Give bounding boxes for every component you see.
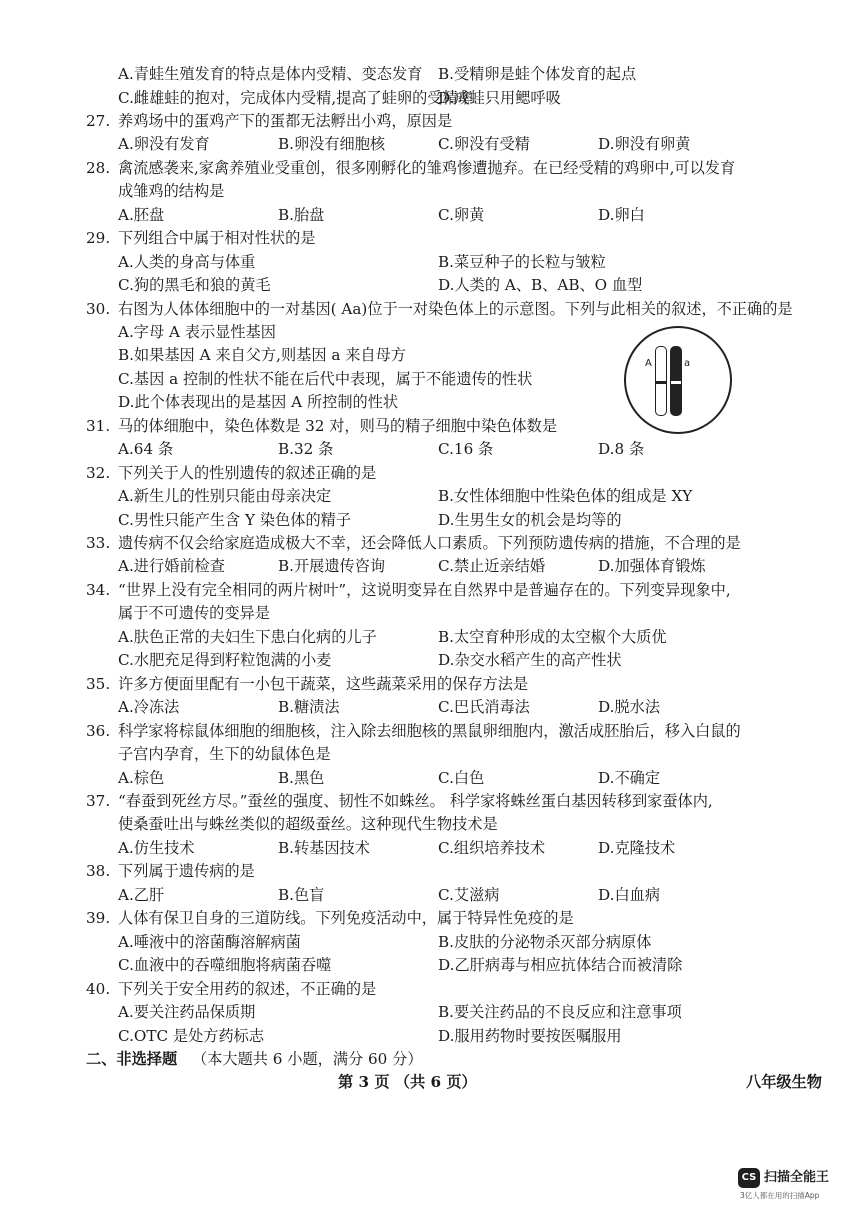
question-38-options xyxy=(0,883,860,907)
question-number: 37. xyxy=(86,792,111,810)
question-29-option: B.菜豆种子的长粒与皱粒 xyxy=(438,252,606,271)
question-36-options xyxy=(0,766,860,790)
question-33-option: C.禁止近亲结婚 xyxy=(438,557,546,576)
question-29-option: C.狗的黑毛和狼的黄毛 xyxy=(118,276,271,294)
question-38-option: A.乙肝 xyxy=(118,885,165,904)
question-text: 科学家将棕鼠体细胞的细胞核，注入除去细胞核的黑鼠卵细胞内，激活成胚胎后，移入白鼠的 xyxy=(118,721,741,740)
question-30-option-row xyxy=(0,343,860,367)
question-38-option: B.色盲 xyxy=(278,885,325,904)
question-26-option: B.受精卵是蛙个体发育的起点 xyxy=(438,65,637,83)
question-36-option: A.棕色 xyxy=(118,768,165,787)
question-32-stem xyxy=(0,461,860,485)
question-26-option: D.成蛙只用鳃呼吸 xyxy=(438,88,561,107)
question-39-options xyxy=(0,930,860,954)
question-40-option: A.要关注药品保质期 xyxy=(118,1003,256,1021)
question-27-option: B.卵没有细胞核 xyxy=(278,135,386,154)
question-28-option: B.胎盘 xyxy=(278,205,325,224)
question-32-option: A.新生儿的性别只能由母亲决定 xyxy=(118,487,332,506)
question-28-stem xyxy=(0,179,860,203)
question-39-option: D.乙肝病毒与相应抗体结合而被清除 xyxy=(438,956,683,975)
question-36-stem xyxy=(0,719,860,743)
question-text: 马的体细胞中，染色体数是 32 对，则马的精子细胞中染色体数是 xyxy=(118,416,558,435)
chromosome-right xyxy=(670,346,682,416)
question-text: 成雏鸡的结构是 xyxy=(118,182,225,201)
page-number: 第 3 页 （共 6 页） xyxy=(338,1073,477,1092)
question-40-option: D.服用药物时要按医嘱服用 xyxy=(438,1026,622,1045)
question-text: “春蚕到死丝方尽。”蚕丝的强度、韧性不如蛛丝。 科学家将蛛丝蛋白基因转移到家蚕体内, xyxy=(118,792,713,810)
question-text: 使桑蚕吐出与蛛丝类似的超级蚕丝。这种现代生物技术是 xyxy=(118,815,498,834)
question-39-option: A.唾液中的溶菌酶溶解病菌 xyxy=(118,932,301,951)
question-number: 38. xyxy=(86,862,111,881)
question-32-option: D.生男生女的机会是均等的 xyxy=(438,510,622,529)
question-32-option: B.女性体细胞中性染色体的组成是 XY xyxy=(438,487,693,506)
question-33-stem xyxy=(0,531,860,555)
question-number: 30. xyxy=(86,299,111,318)
question-27-stem xyxy=(0,109,860,133)
question-31-options xyxy=(0,437,860,461)
question-text: 下列关于人的性别遗传的叙述正确的是 xyxy=(118,463,377,482)
question-29-options xyxy=(0,250,860,274)
question-number: 28. xyxy=(86,158,111,177)
question-31-option: B.32 条 xyxy=(278,440,334,459)
scanner-watermark xyxy=(738,1166,838,1208)
question-35-option: C.巴氏消毒法 xyxy=(438,698,530,717)
question-number: 31. xyxy=(86,416,111,435)
question-35-stem xyxy=(0,672,860,696)
question-40-options xyxy=(0,1000,860,1024)
question-38-stem xyxy=(0,859,860,883)
question-text: 禽流感袭来,家禽养殖业受重创，很多刚孵化的雏鸡惨遭抛弃。在已经受精的鸡卵中,可以发育 xyxy=(118,158,736,177)
section-description: （本大题共 6 小题，满分 60 分） xyxy=(192,1049,423,1068)
question-29-options xyxy=(0,273,860,297)
question-30-option: A.字母 A 表示显性基因 xyxy=(118,322,276,341)
question-number: 36. xyxy=(86,721,111,740)
question-35-option: D.脱水法 xyxy=(598,698,661,717)
question-26-option: A.青蛙生殖发育的特点是体内受精、变态发育 xyxy=(118,65,423,83)
question-37-options xyxy=(0,836,860,860)
section-2-heading xyxy=(0,1047,860,1071)
subject-label: 八年级生物 xyxy=(746,1073,822,1092)
question-34-option: C.水肥充足得到籽粒饱满的小麦 xyxy=(118,651,332,670)
question-text: 养鸡场中的蛋鸡产下的蛋都无法孵出小鸡，原因是 xyxy=(118,111,453,130)
question-29-option: D.人类的 A、B、AB、O 血型 xyxy=(438,276,643,294)
question-33-option: B.开展遗传咨询 xyxy=(278,557,386,576)
question-32-option: C.男性只能产生含 Y 染色体的精子 xyxy=(118,510,352,529)
question-number: 34. xyxy=(86,580,111,599)
question-35-option: B.糖渍法 xyxy=(278,698,340,717)
question-36-option: C.白色 xyxy=(438,768,485,787)
question-31-option: A.64 条 xyxy=(118,440,174,459)
question-27-option: C.卵没有受精 xyxy=(438,135,530,154)
question-35-option: A.冷冻法 xyxy=(118,698,180,717)
question-27-options xyxy=(0,132,860,156)
question-29-stem xyxy=(0,226,860,250)
question-39-option: B.皮肤的分泌物杀灭部分病原体 xyxy=(438,932,652,951)
question-28-options xyxy=(0,203,860,227)
question-text: 下列关于安全用药的叙述，不正确的是 xyxy=(118,979,377,998)
section-heading: 二、非选择题 xyxy=(86,1049,178,1068)
question-28-option: D.卵白 xyxy=(598,205,645,224)
question-34-option: B.太空育种形成的太空椒个大质优 xyxy=(438,627,667,646)
question-31-stem xyxy=(0,414,860,438)
question-26-option: C.雌雄蛙的抱对，完成体内受精,提高了蛙卵的受精率 xyxy=(118,88,473,107)
question-text: 遗传病不仅会给家庭造成极大不幸，还会降低人口素质。下列预防遗传病的措施，不合理的是 xyxy=(118,534,741,552)
question-number: 29. xyxy=(86,229,111,248)
question-text: 许多方便面里配有一小包干蔬菜，这些蔬菜采用的保存方法是 xyxy=(118,674,529,693)
question-37-option: D.克隆技术 xyxy=(598,838,676,857)
question-40-option: C.OTC 是处方药标志 xyxy=(118,1026,265,1045)
scanner-app-name: 扫描全能王 xyxy=(764,1170,830,1185)
question-32-options xyxy=(0,484,860,508)
question-33-option: A.进行婚前检查 xyxy=(118,557,225,576)
question-30-option: C.基因 a 控制的性状不能在后代中表现，属于不能遗传的性状 xyxy=(118,369,533,388)
question-32-options xyxy=(0,508,860,532)
question-36-stem xyxy=(0,742,860,766)
gene-label-recessive: a xyxy=(684,358,691,369)
question-35-options xyxy=(0,695,860,719)
question-26-options xyxy=(0,86,860,110)
question-34-option: D.杂交水稻产生的高产性状 xyxy=(438,651,622,670)
scanner-logo-icon: CS xyxy=(738,1168,760,1188)
question-33-option: D.加强体育锻炼 xyxy=(598,557,706,576)
question-34-options xyxy=(0,625,860,649)
question-number: 40. xyxy=(86,979,111,998)
question-text: 下列属于遗传病的是 xyxy=(118,862,255,881)
question-number: 33. xyxy=(86,534,111,552)
question-28-option: C.卵黄 xyxy=(438,205,485,224)
question-30-option: D.此个体表现出的是基因 A 所控制的性状 xyxy=(118,393,399,412)
question-34-options xyxy=(0,648,860,672)
question-27-option: A.卵没有发育 xyxy=(118,135,210,154)
scanner-tagline: 3亿人都在用的扫描App xyxy=(740,1191,820,1200)
question-37-option: A.仿生技术 xyxy=(118,838,195,857)
page-footer xyxy=(0,1070,860,1094)
question-38-option: D.白血病 xyxy=(598,885,661,904)
question-27-option: D.卵没有卵黄 xyxy=(598,135,691,154)
question-31-option: D.8 条 xyxy=(598,440,645,459)
question-37-stem xyxy=(0,789,860,813)
question-36-option: B.黑色 xyxy=(278,768,325,787)
question-40-option: B.要关注药品的不良反应和注意事项 xyxy=(438,1003,682,1021)
question-39-option: C.血液中的吞噬细胞将病菌吞噬 xyxy=(118,956,332,975)
question-34-stem xyxy=(0,578,860,602)
question-36-option: D.不确定 xyxy=(598,768,661,787)
question-39-options xyxy=(0,953,860,977)
chromosome-pair-figure xyxy=(624,326,732,434)
gene-label-dominant: A xyxy=(645,358,652,369)
question-34-stem xyxy=(0,601,860,625)
question-30-option: B.如果基因 A 来自父方,则基因 a 来自母方 xyxy=(118,346,406,365)
question-39-stem xyxy=(0,906,860,930)
question-34-option: A.肤色正常的夫妇生下患白化病的儿子 xyxy=(118,627,377,646)
question-number: 39. xyxy=(86,909,111,928)
question-number: 35. xyxy=(86,674,111,693)
question-text: 子宫内孕育，生下的幼鼠体色是 xyxy=(118,745,331,764)
question-37-option: B.转基因技术 xyxy=(278,838,370,857)
question-30-stem xyxy=(0,297,860,321)
question-text: 下列组合中属于相对性状的是 xyxy=(118,229,316,248)
question-text: “世界上没有完全相同的两片树叶”，这说明变异在自然界中是普遍存在的。下列变异现象中, xyxy=(118,580,731,599)
question-26-options xyxy=(0,62,860,86)
question-37-option: C.组织培养技术 xyxy=(438,838,546,857)
question-number: 27. xyxy=(86,111,111,130)
question-29-option: A.人类的身高与体重 xyxy=(118,252,256,271)
question-28-stem xyxy=(0,156,860,180)
question-40-stem xyxy=(0,977,860,1001)
question-38-option: C.艾滋病 xyxy=(438,885,500,904)
question-37-stem xyxy=(0,812,860,836)
question-33-options xyxy=(0,554,860,578)
question-30-option-row xyxy=(0,390,860,414)
question-number: 32. xyxy=(86,463,111,482)
question-text: 右图为人体体细胞中的一对基因( Aa)位于一对染色体上的示意图。下列与此相关的叙述，不正确的是 xyxy=(118,299,793,318)
question-text: 属于不可遗传的变异是 xyxy=(118,604,270,623)
question-28-option: A.胚盘 xyxy=(118,205,165,224)
chromosome-left xyxy=(655,346,667,416)
question-31-option: C.16 条 xyxy=(438,440,494,459)
question-30-option-row xyxy=(0,320,860,344)
question-text: 人体有保卫自身的三道防线。下列免疫活动中，属于特异性免疫的是 xyxy=(118,909,574,928)
question-40-options xyxy=(0,1024,860,1048)
